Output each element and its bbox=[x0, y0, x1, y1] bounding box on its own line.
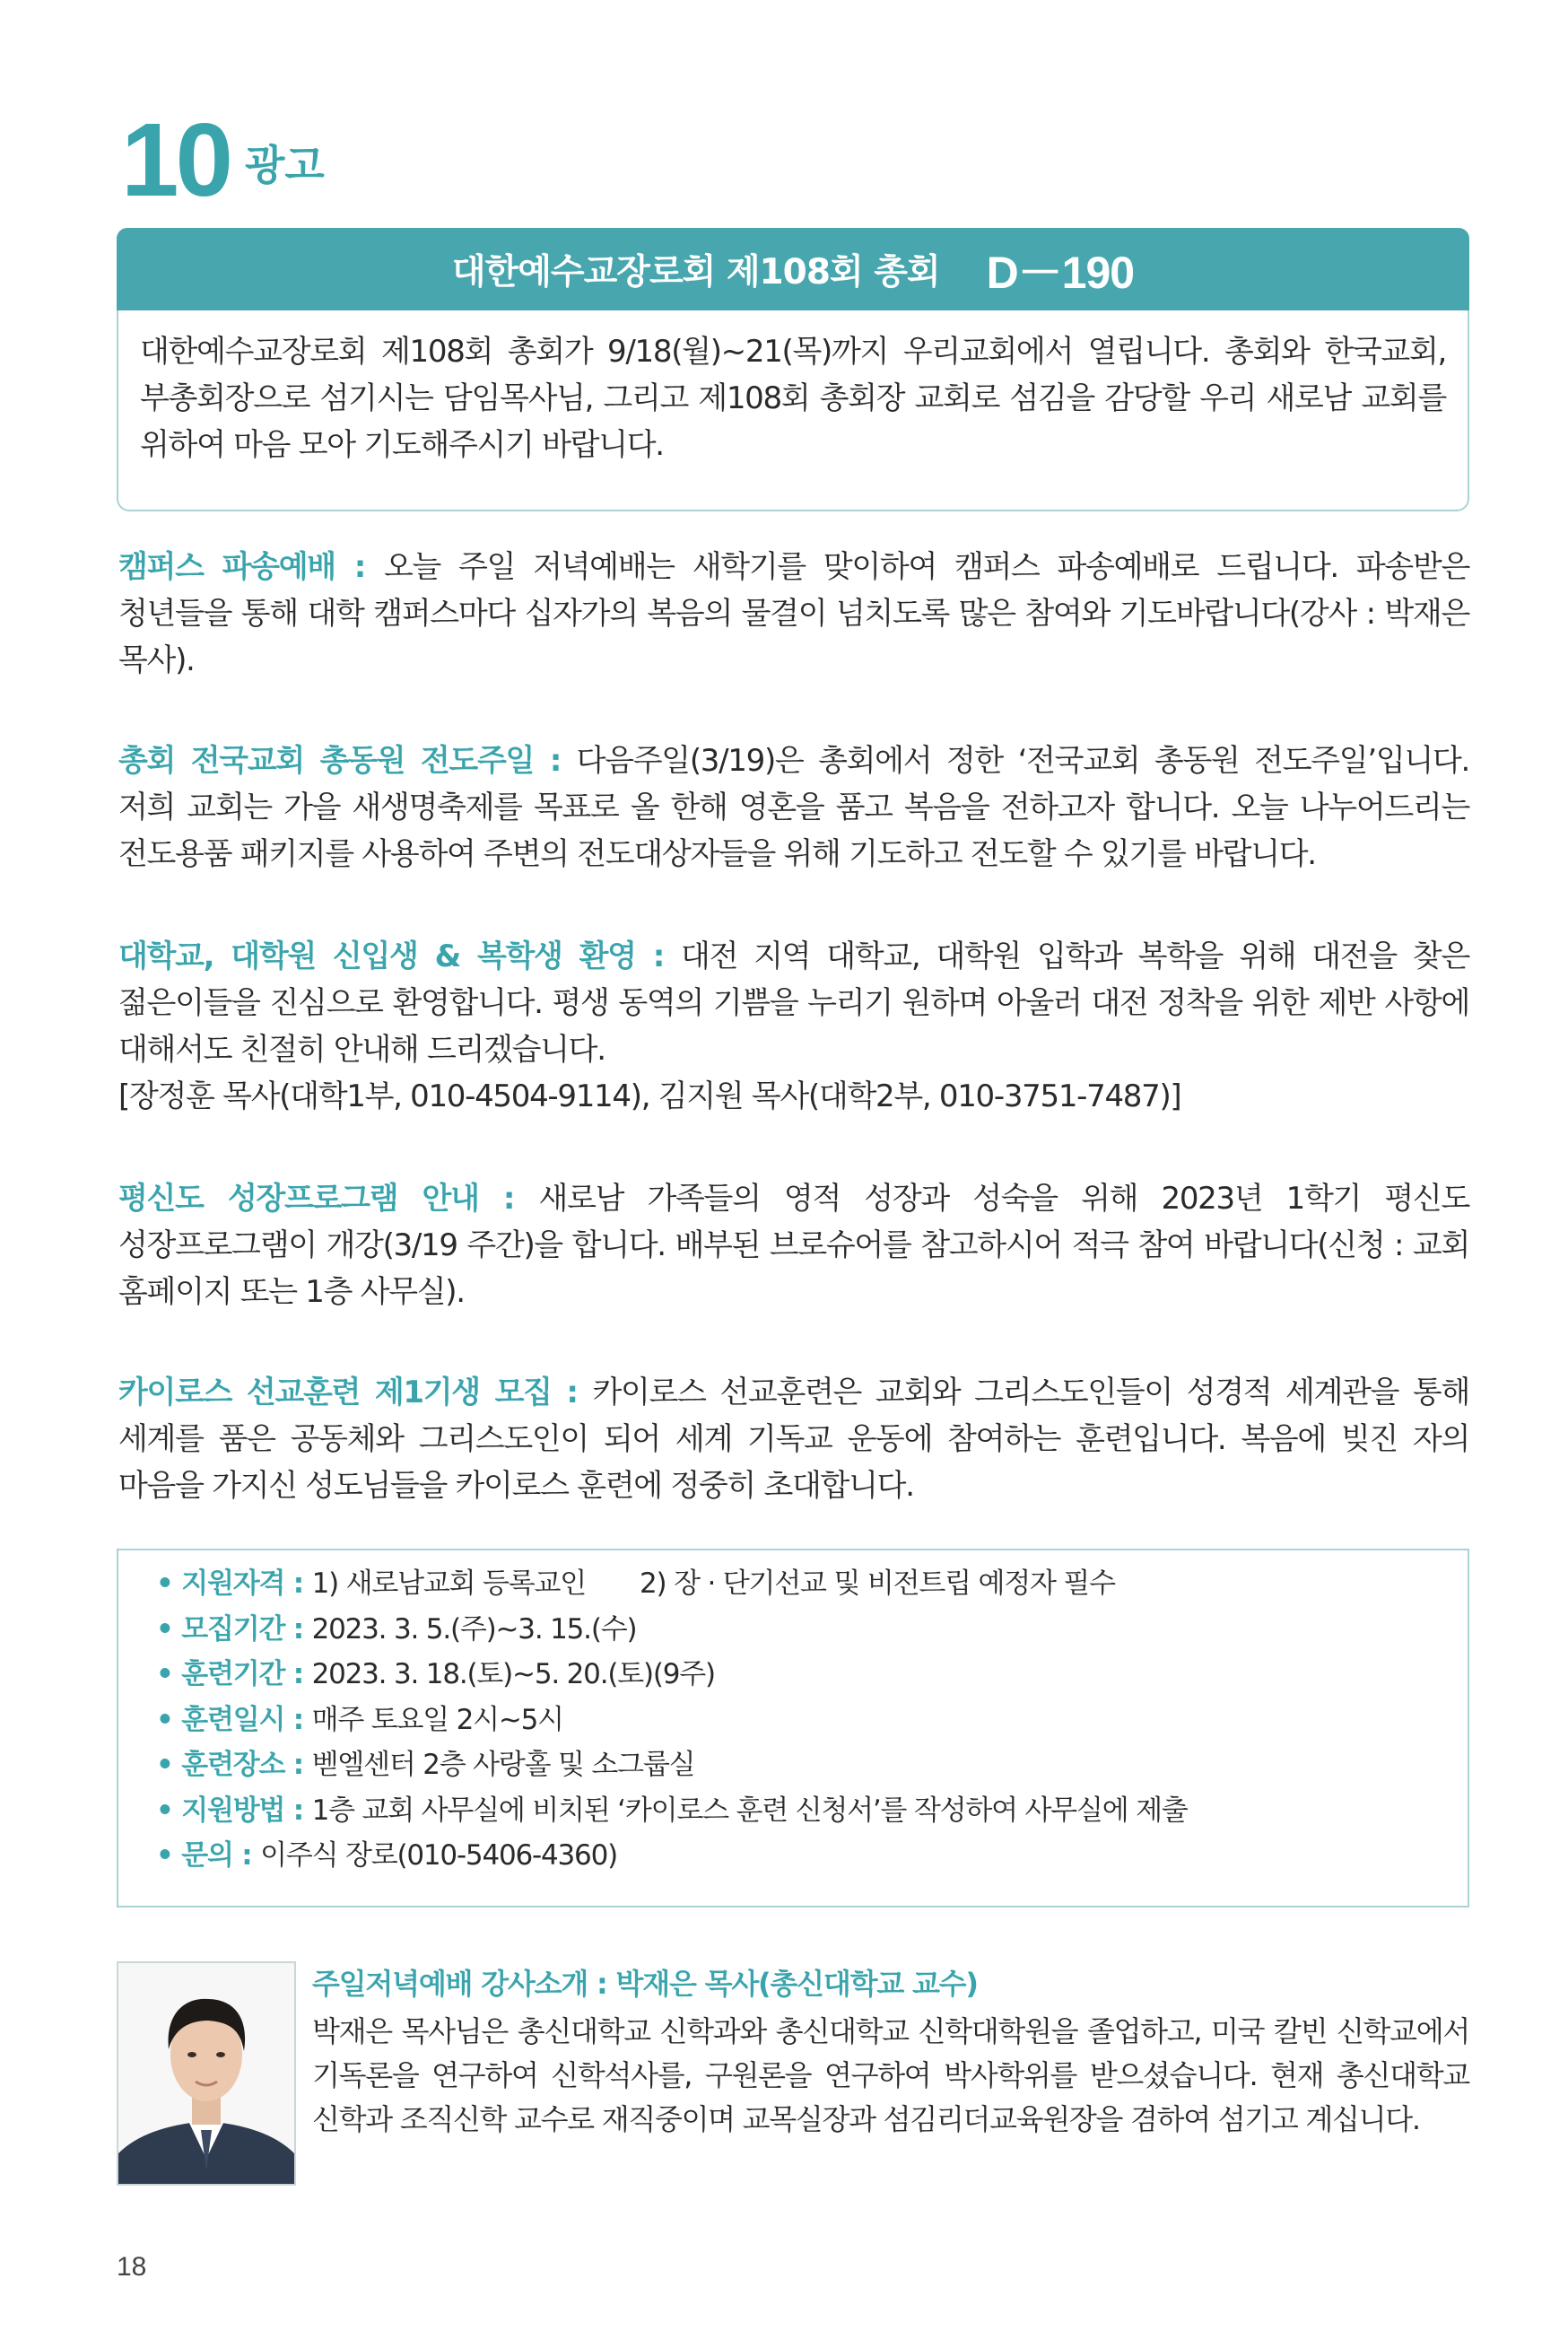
announcement-label: 대학교, 대학원 신입생 & 복학생 환영 : bbox=[118, 939, 682, 974]
announcement-text: 대전 지역 대학교, 대학원 입학과 복학을 위해 대전을 찾은 젊은이들을 진심으로 환영합니다. 평생 동역의 기쁨을 누리기 원하며 아울러 대전 정착을 위한 제반 사항에 대해서도 친절히 안내해 드리겠습니다. bbox=[118, 939, 1469, 1068]
detail-value: 1) 새로남교회 등록교인 bbox=[311, 1567, 587, 1600]
announcement-lay-growth-program bbox=[118, 1175, 1469, 1315]
detail-key: • 훈련일시 : bbox=[156, 1703, 312, 1736]
announcement-text: 카이로스 선교훈련은 교회와 그리스도인들이 성경적 세계관을 통해 세계를 품은 공동체와 그리스도인이 되어 세계 기독교 운동에 참여하는 훈련입니다. 복음에 빚진 자의 마음을 가지신 성도님들을 카이로스 훈련에 정중히 초대합니다. bbox=[118, 1375, 1469, 1504]
banner-title: 대한예수교장로회 제108회 총회 bbox=[451, 252, 940, 292]
announcement-university-welcome bbox=[118, 933, 1469, 1120]
detail-key: • 훈련기간 : bbox=[156, 1658, 312, 1690]
detail-row bbox=[156, 1698, 1468, 1743]
detail-key: • 문의 : bbox=[156, 1839, 261, 1872]
detail-key: • 모집기간 : bbox=[156, 1612, 312, 1646]
detail-row bbox=[156, 1833, 1468, 1879]
detail-row bbox=[156, 1652, 1468, 1698]
detail-row bbox=[156, 1607, 1468, 1653]
announcement-label: 평신도 성장프로그램 안내 : bbox=[118, 1181, 539, 1217]
announcement-label: 총회 전국교회 총동원 전도주일 : bbox=[118, 743, 577, 779]
detail-key: • 지원자격 : bbox=[156, 1567, 312, 1600]
detail-value: 2023. 3. 5.(주)~3. 15.(수) bbox=[311, 1612, 637, 1646]
detail-value: 이주식 장로(010-5406-4360) bbox=[260, 1839, 617, 1872]
announcement-evangelism-sunday bbox=[118, 738, 1469, 877]
assembly-notice-box bbox=[117, 310, 1469, 511]
announcement-kairos-recruit bbox=[118, 1369, 1469, 1509]
announcement-label: 카이로스 선교훈련 제1기생 모집 : bbox=[118, 1375, 593, 1410]
announcement-campus-sending bbox=[118, 544, 1469, 684]
section-number: 10 bbox=[121, 101, 231, 218]
assembly-notice-text: 대한예수교장로회 제108회 총회가 9/18(월)~21(목)까지 우리교회에서 열립니다. 총회와 한국교회, 부총회장으로 섬기시는 담임목사님, 그리고 제108회 총회장 교회로 섬김을 감당할 우리 새로남 교회를 위하여 마음 모아 기도해주시기 바랍니다. bbox=[140, 334, 1446, 463]
announcement-text: 오늘 주일 저녁예배는 새학기를 맞이하여 캠퍼스 파송예배로 드립니다. 파송받은 청년들을 통해 대학 캠퍼스마다 십자가의 복음의 물결이 넘치도록 많은 참여와 기도바랍니다(강사 : 박재은 목사). bbox=[118, 549, 1469, 678]
speaker-bio: 박재은 목사님은 총신대학교 신학과와 총신대학교 신학대학원을 졸업하고, 미국 칼빈 신학교에서 기독론을 연구하여 신학석사를, 구원론을 연구하여 박사학위를 받으셨습니다. 현재 총신대학교 신학과 조직신학 교수로 재직중이며 교목실장과 섬김리더교육원장을 겸하여 섬기고 계십니다. bbox=[312, 2014, 1469, 2136]
speaker-title: 주일저녁예배 강사소개 : 박재은 목사(총신대학교 교수) bbox=[312, 1967, 978, 2001]
dday-counter: D－190 bbox=[986, 248, 1135, 298]
detail-value: 2023. 3. 18.(토)~5. 20.(토)(9주) bbox=[311, 1658, 715, 1690]
detail-value-2: 2) 장 · 단기선교 및 비전트립 예정자 필수 bbox=[640, 1567, 1115, 1600]
announcement-contact: [장정훈 목사(대학1부, 010-4504-9114), 김지원 목사(대학2부, 010-3751-7487)] bbox=[118, 1078, 1181, 1114]
section-title: 광고 bbox=[245, 141, 325, 189]
announcement-text: 새로남 가족들의 영적 성장과 성숙을 위해 2023년 1학기 평신도 성장프로그램이 개강(3/19 주간)을 합니다. 배부된 브로슈어를 참고하시어 적극 참여 바랍니다(신청 : 교회 홈페이지 또는 1층 사무실). bbox=[118, 1181, 1469, 1310]
announcement-text: 다음주일(3/19)은 총회에서 정한 ‘전국교회 총동원 전도주일’입니다. 저희 교회는 가을 새생명축제를 목표로 올 한해 영혼을 품고 복음을 전하고자 합니다. 오늘 나누어드리는 전도용품 패키지를 사용하여 주변의 전도대상자들을 위해 기도하고 전도할 수 있기를 바랍니다. bbox=[118, 743, 1469, 872]
speaker-intro bbox=[312, 1961, 1469, 2142]
detail-value: 벧엘센터 2층 사랑홀 및 소그룹실 bbox=[311, 1749, 695, 1781]
speaker-photo bbox=[117, 1961, 296, 2186]
detail-row bbox=[156, 1561, 1468, 1607]
speaker-portrait-image bbox=[118, 1963, 294, 2184]
detail-value: 매주 토요일 2시~5시 bbox=[311, 1703, 563, 1736]
detail-row bbox=[156, 1788, 1468, 1834]
announcement-label: 캠퍼스 파송예배 : bbox=[118, 549, 385, 585]
detail-key: • 훈련장소 : bbox=[156, 1749, 312, 1781]
detail-row bbox=[156, 1742, 1468, 1788]
kairos-details-box bbox=[117, 1549, 1469, 1908]
detail-value: 1층 교회 사무실에 비치된 ‘카이로스 훈련 신청서’를 작성하여 사무실에 제출 bbox=[311, 1794, 1188, 1827]
assembly-banner bbox=[117, 228, 1469, 310]
page-number: 18 bbox=[117, 2252, 147, 2282]
detail-key: • 지원방법 : bbox=[156, 1794, 312, 1827]
